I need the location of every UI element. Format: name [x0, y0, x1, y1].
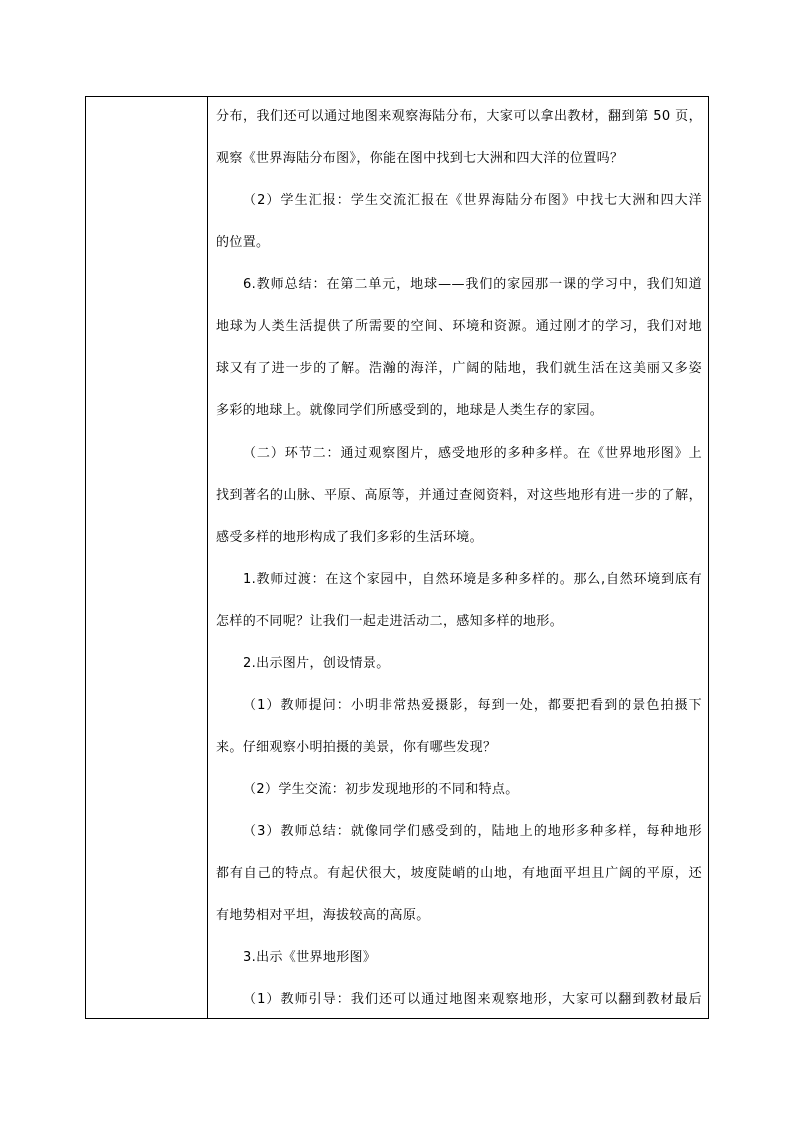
text-line: 找到著名的山脉、平原、高原等，并通过查阅资料，对这些地形有进一步的了解，	[216, 488, 702, 503]
text-line: （1）教师引导：我们还可以通过地图来观察地形，大家可以翻到教材最后	[243, 992, 702, 1007]
text-line: （二）环节二：通过观察图片，感受地形的多种多样。在《世界地形图》上	[243, 446, 702, 461]
text-line: （2）学生交流：初步发现地形的不同和特点。	[243, 782, 519, 797]
content-cell	[208, 97, 708, 1018]
text-line: 的位置。	[216, 235, 270, 250]
left-column-cell	[86, 97, 208, 1018]
text-line: 感受多样的地形构成了我们多彩的生活环境。	[216, 530, 484, 545]
text-line: 观察《世界海陆分布图》，你能在图中找到七大洲和四大洋的位置吗？	[216, 151, 624, 166]
text-line: 分布，我们还可以通过地图来观察海陆分布，大家可以拿出教材，翻到第 50 页，	[216, 109, 702, 124]
text-line: 2.出示图片，创设情景。	[243, 656, 390, 671]
text-line: 都有自己的特点。有起伏很大，坡度陡峭的山地，有地面平坦且广阔的平原，还	[216, 866, 702, 881]
text-line: 球又有了进一步的了解。浩瀚的海洋，广阔的陆地，我们就生活在这美丽又多姿	[216, 361, 702, 376]
text-line: 地球为人类生活提供了所需要的空间、环境和资源。通过刚才的学习，我们对地	[216, 319, 702, 334]
text-line: 怎样的不同呢？让我们一起走进活动二，感知多样的地形。	[216, 614, 564, 629]
text-line: 多彩的地球上。就像同学们所感受到的，地球是人类生存的家园。	[216, 403, 604, 418]
text-line: 有地势相对平坦，海拔较高的高原。	[216, 908, 430, 923]
text-line: 1.教师过渡：在这个家园中，自然环境是多种多样的。那么,自然环境到底有	[243, 572, 702, 587]
text-line: 来。仔细观察小明拍摄的美景，你有哪些发现？	[216, 740, 497, 755]
text-line: （1）教师提问：小明非常热爱摄影，每到一处，都要把看到的景色拍摄下	[243, 698, 702, 713]
text-line: （3）教师总结：就像同学们感受到的，陆地上的地形多种多样，每种地形	[243, 824, 702, 839]
text-line: 3.出示《世界地形图》	[243, 950, 377, 965]
text-line: （2）学生汇报：学生交流汇报在《世界海陆分布图》中找七大洲和四大洋	[243, 193, 702, 208]
text-line: 6.教师总结：在第二单元，地球——我们的家园那一课的学习中，我们知道	[243, 277, 702, 292]
lesson-plan-table	[85, 96, 709, 1019]
